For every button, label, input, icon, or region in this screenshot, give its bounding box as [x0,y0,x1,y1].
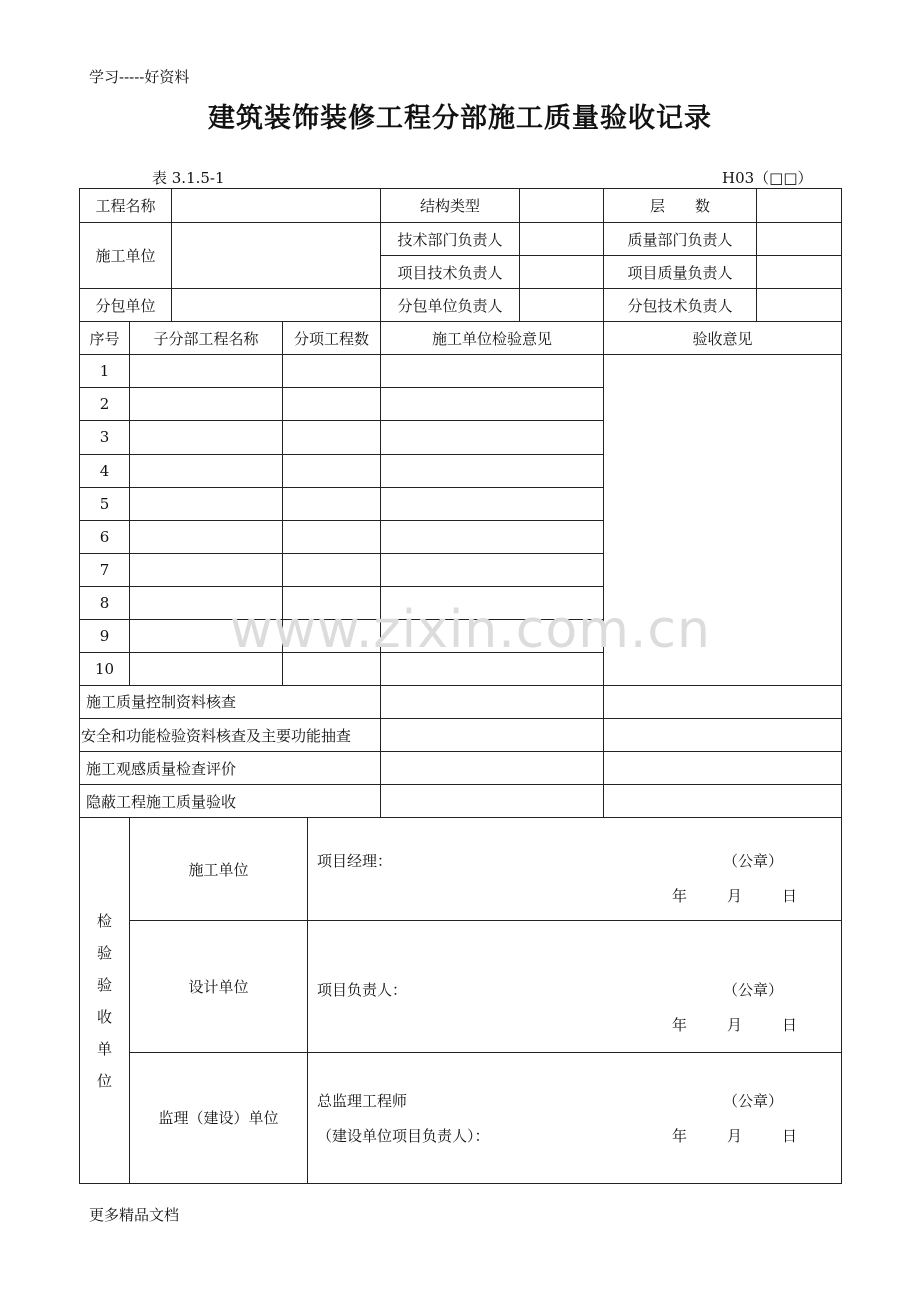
unit-constructor: 施工单位 [130,818,308,921]
check-row-concealed [80,785,842,818]
signer-design: 项目负责人： [317,980,408,999]
cell-item-count[interactable] [283,454,381,487]
label-structure-type: 结构类型 [381,189,520,223]
cell-constructor-opinion[interactable] [381,355,604,388]
value-constructor[interactable] [172,223,381,289]
signer-constructor: 项目经理： [317,852,393,871]
date-month: 月 [727,1015,743,1034]
watermark: www.zixin.com.cn [230,600,711,660]
value-project-quality-head[interactable] [757,256,842,289]
signature-constructor[interactable] [308,818,842,921]
row-number: 5 [80,487,130,520]
date-month: 月 [727,887,743,906]
row-number: 9 [80,619,130,652]
row-number: 7 [80,553,130,586]
value-safety-function-acceptance[interactable] [604,719,842,752]
label-appearance: 施工观感质量检查评价 [80,752,381,785]
value-tech-dept-head[interactable] [520,223,604,256]
footer-note: 更多精品文档 [89,1206,180,1224]
column-header-row [80,322,842,355]
signature-row-constructor [80,818,842,921]
row-number: 4 [80,454,130,487]
header-note: 学习-----好资料 [89,68,190,86]
label-sub-tech-head: 分包技术负责人 [604,289,757,322]
date-day: 日 [782,887,798,906]
value-concealed-acceptance[interactable] [604,785,842,818]
page-title: 建筑装饰装修工程分部施工质量验收记录 [208,103,712,134]
value-quality-control-constructor[interactable] [381,685,604,718]
cell-constructor-opinion[interactable] [381,487,604,520]
signature-row-design [80,921,842,1052]
header-constructor-opinion: 施工单位检验意见 [381,322,604,355]
date-year: 年 [671,887,687,906]
form-code: H03（□□） [722,169,813,187]
table-number: 表 3.1.5-1 [152,169,225,187]
cell-subpart-name[interactable] [130,388,283,421]
value-quality-control-acceptance[interactable] [604,685,842,718]
value-sub-tech-head[interactable] [757,289,842,322]
value-appearance-acceptance[interactable] [604,752,842,785]
cell-subpart-name[interactable] [130,520,283,553]
value-subcontractor[interactable] [172,289,381,322]
acceptance-units-label [80,818,130,1184]
label-quality-dept-head: 质量部门负责人 [604,223,757,256]
cell-item-count[interactable] [283,520,381,553]
cell-item-count[interactable] [283,388,381,421]
vertical-char: 验 [96,975,112,994]
label-quality-control-docs: 施工质量控制资料核查 [80,685,381,718]
signer-supervision-owner: （建设单位项目负责人）： [317,1126,490,1145]
vertical-char: 单 [96,1039,112,1058]
value-floors[interactable] [757,189,842,223]
value-quality-dept-head[interactable] [757,223,842,256]
info-row-subcontractor [80,289,842,322]
cell-subpart-name[interactable] [130,421,283,454]
value-structure-type[interactable] [520,189,604,223]
cell-item-count[interactable] [283,355,381,388]
vertical-char: 位 [96,1071,112,1090]
cell-subpart-name[interactable] [130,454,283,487]
cell-subpart-name[interactable] [130,487,283,520]
check-row-safety-function [80,719,842,752]
info-row-constructor [80,223,842,256]
label-sub-unit-head: 分包单位负责人 [381,289,520,322]
row-number: 8 [80,586,130,619]
table-row [80,355,842,388]
signer-supervision: 总监理工程师 [317,1091,408,1110]
acceptance-form-table [79,188,842,1184]
cell-constructor-opinion[interactable] [381,553,604,586]
date-day: 日 [782,1126,798,1145]
date-day: 日 [782,1015,798,1034]
label-project-name: 工程名称 [80,189,172,223]
date-month: 月 [727,1126,743,1145]
cell-subpart-name[interactable] [130,553,283,586]
label-constructor: 施工单位 [80,223,172,289]
label-project-tech-head: 项目技术负责人 [381,256,520,289]
cell-item-count[interactable] [283,487,381,520]
cell-item-count[interactable] [283,421,381,454]
info-row-project [80,189,842,223]
cell-constructor-opinion[interactable] [381,454,604,487]
vertical-char: 验 [96,943,112,962]
cell-constructor-opinion[interactable] [381,421,604,454]
row-number: 10 [80,652,130,685]
row-number: 6 [80,520,130,553]
vertical-char: 收 [96,1007,112,1026]
value-concealed-constructor[interactable] [381,785,604,818]
signature-row-supervision [80,1052,842,1183]
row-number: 3 [80,421,130,454]
label-concealed: 隐蔽工程施工质量验收 [80,785,381,818]
signature-supervision[interactable] [308,1052,842,1183]
check-row-appearance [80,752,842,785]
date-year: 年 [671,1126,687,1145]
seal-label: （公章） [723,980,784,999]
label-subcontractor: 分包单位 [80,289,172,322]
cell-item-count[interactable] [283,553,381,586]
seal-label: （公章） [723,852,784,871]
value-project-tech-head[interactable] [520,256,604,289]
vertical-char: 检 [96,911,112,930]
label-safety-function: 安全和功能检验资料核查及主要功能抽查 [80,719,381,752]
signature-design[interactable] [308,921,842,1052]
row-number: 2 [80,388,130,421]
label-project-quality-head: 项目质量负责人 [604,256,757,289]
value-sub-unit-head[interactable] [520,289,604,322]
cell-constructor-opinion[interactable] [381,388,604,421]
seal-label: （公章） [723,1091,784,1110]
row-number: 1 [80,355,130,388]
unit-supervision: 监理（建设）单位 [130,1052,308,1183]
header-item-count: 分项工程数 [283,322,381,355]
header-seq: 序号 [80,322,130,355]
label-floors: 层 数 [604,189,757,223]
value-project-name[interactable] [172,189,381,223]
value-safety-function-constructor[interactable] [381,719,604,752]
header-subpart-name: 子分部工程名称 [130,322,283,355]
cell-subpart-name[interactable] [130,355,283,388]
date-year: 年 [671,1015,687,1034]
value-appearance-constructor[interactable] [381,752,604,785]
unit-design: 设计单位 [130,921,308,1052]
check-row-quality-control [80,685,842,718]
label-tech-dept-head: 技术部门负责人 [381,223,520,256]
cell-constructor-opinion[interactable] [381,520,604,553]
header-acceptance-opinion: 验收意见 [604,322,842,355]
